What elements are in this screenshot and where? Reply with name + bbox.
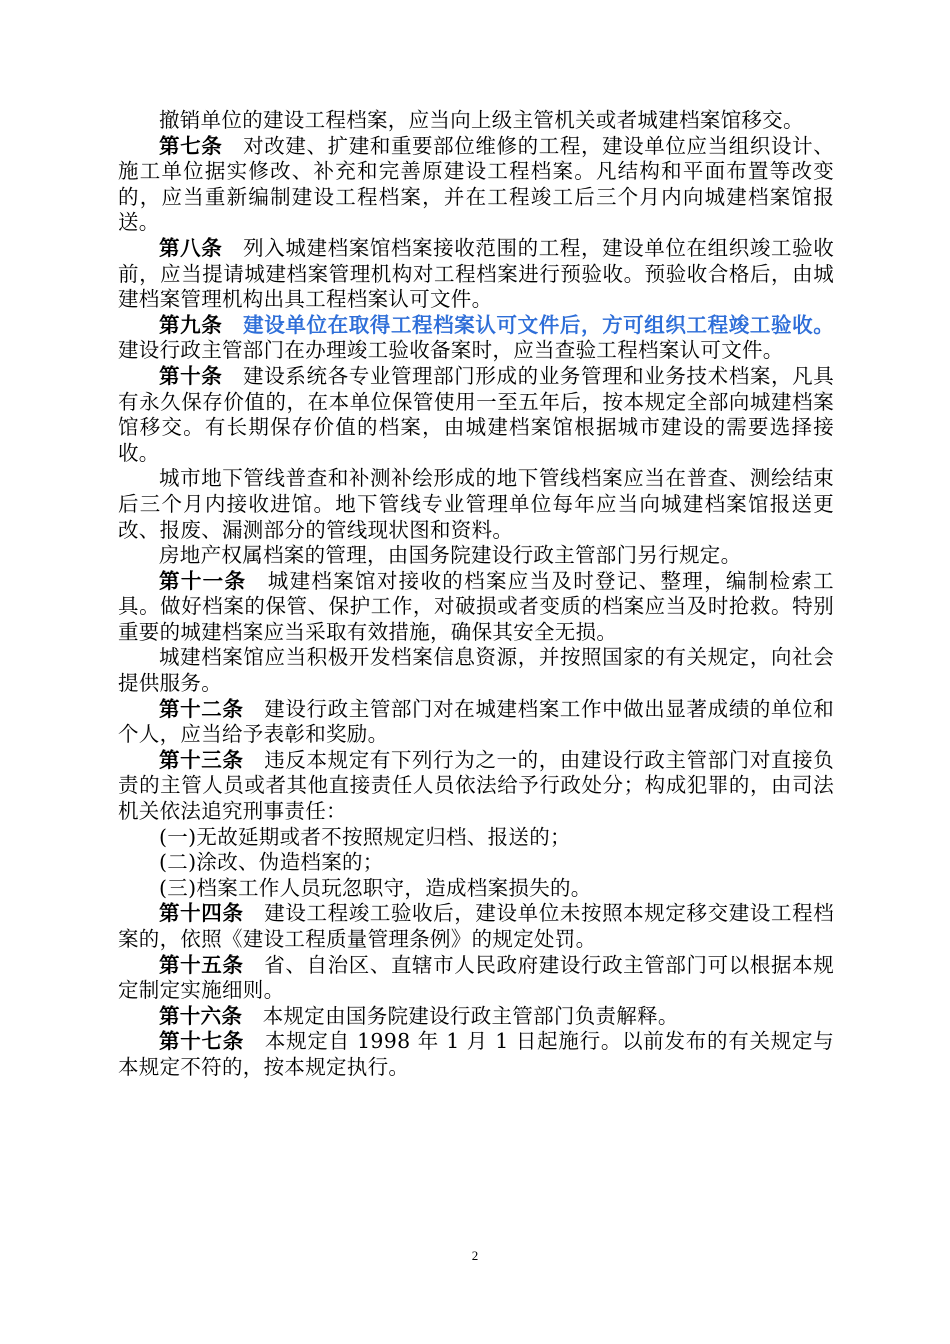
article-heading: 第七条 <box>159 133 223 158</box>
paragraph-text: (一)无故延期或者不按照规定归档、报送的； <box>159 824 571 849</box>
article-heading: 第十三条 <box>159 747 244 772</box>
paragraph-text: 本规定由国务院建设行政主管部门负责解释。 <box>262 1003 679 1028</box>
paragraph <box>118 1029 834 1080</box>
paragraph <box>118 1004 834 1030</box>
article-heading: 第十七条 <box>159 1029 244 1054</box>
paragraph <box>118 748 834 825</box>
paragraph <box>118 697 834 748</box>
highlighted-text: 建设单位在取得工程档案认可文件后，方可组织工程竣工验收。 <box>242 312 834 337</box>
paragraph-text: 违反本规定有下列行为之一的，由建设行政主管部门对直接负责的主管人员或者其他直接责任人员依法给予行政处分；构成犯罪的，由司法机关依法追究刑事责任： <box>118 747 834 824</box>
list-item <box>118 825 834 851</box>
paragraph <box>118 569 834 646</box>
article-heading: 第十六条 <box>159 1003 243 1028</box>
article-heading: 第十条 <box>159 363 223 388</box>
document-body <box>118 108 834 1081</box>
paragraph-text: (二)涂改、伪造档案的； <box>159 850 384 875</box>
paragraph-text: 城建档案馆对接收的档案应当及时登记、整理，编制检索工具。做好档案的保管、保护工作，对破损或者变质的档案应当及时抢救。特别重要的城建档案应当采取有效措施，确保其安全无损。 <box>118 568 834 644</box>
paragraph-text: 建设行政主管部门对在城建档案工作中做出显著成绩的单位和个人，应当给予表彰和奖励。 <box>118 696 834 747</box>
paragraph-text: 城建档案馆应当积极开发档案信息资源，并按照国家的有关规定，向社会提供服务。 <box>118 645 834 696</box>
paragraph-text: 撤销单位的建设工程档案，应当向上级主管机关或者城建档案馆移交。 <box>159 108 804 132</box>
article-heading: 第八条 <box>159 235 223 260</box>
paragraph-text: 本规定自 1998 年 1 月 1 日起施行。以前发布的有关规定与本规定不符的，按本规定执行。 <box>118 1029 834 1079</box>
paragraph-text: 建设行政主管部门在办理竣工验收备案时，应当查验工程档案认可文件。 <box>118 338 784 363</box>
paragraph <box>118 645 834 696</box>
paragraph <box>118 543 834 569</box>
article-heading: 第十一条 <box>159 568 247 593</box>
paragraph-text: 房地产权属档案的管理，由国务院建设行政主管部门另行规定。 <box>159 543 742 568</box>
paragraph-text: 建设系统各专业管理部门形成的业务管理和业务技术档案，凡具有永久保存价值的，在本单位保管使用一至五年后，按本规定全部向城建档案馆移交。有长期保存价值的档案，由城建档案馆根据城市建设的需要选择接收。 <box>118 363 834 465</box>
paragraph-text: (三)档案工作人员玩忽职守，造成档案损失的。 <box>159 875 592 900</box>
paragraph <box>118 901 834 952</box>
paragraph-text: 列入城建档案馆档案接收范围的工程，建设单位在组织竣工验收前，应当提请城建档案管理机构对工程档案进行预验收。预验收合格后，由城建档案管理机构出具工程档案认可文件。 <box>118 235 834 312</box>
article-heading: 第九条 <box>159 312 223 337</box>
paragraph <box>118 953 834 1004</box>
paragraph-text: 省、自治区、直辖市人民政府建设行政主管部门可以根据本规定制定实施细则。 <box>118 952 834 1003</box>
paragraph <box>118 134 834 236</box>
article-heading: 第十五条 <box>159 952 244 977</box>
list-item <box>118 850 834 876</box>
paragraph <box>118 108 834 134</box>
paragraph <box>118 466 834 543</box>
paragraph-text: 对改建、扩建和重要部位维修的工程，建设单位应当组织设计、施工单位据实修改、补充和完善原建设工程档案。凡结构和平面布置等改变的，应当重新编制建设工程档案，并在工程竣工后三个月内向城建档案馆报送。 <box>118 133 834 235</box>
paragraph-text: 城市地下管线普查和补测补绘形成的地下管线档案应当在普查、测绘结束后三个月内接收进馆。地下管线专业管理单位每年应当向城建档案馆报送更改、报废、漏测部分的管线现状图和资料。 <box>118 466 834 542</box>
page-number: 2 <box>471 1248 479 1263</box>
paragraph <box>118 364 834 466</box>
paragraph <box>118 313 834 364</box>
paragraph <box>118 236 834 313</box>
list-item <box>118 876 834 902</box>
article-heading: 第十四条 <box>159 901 244 926</box>
paragraph-text: 建设工程竣工验收后，建设单位未按照本规定移交建设工程档案的，依照《建设工程质量管理条例》的规定处罚。 <box>118 901 834 951</box>
article-heading: 第十二条 <box>159 696 244 721</box>
